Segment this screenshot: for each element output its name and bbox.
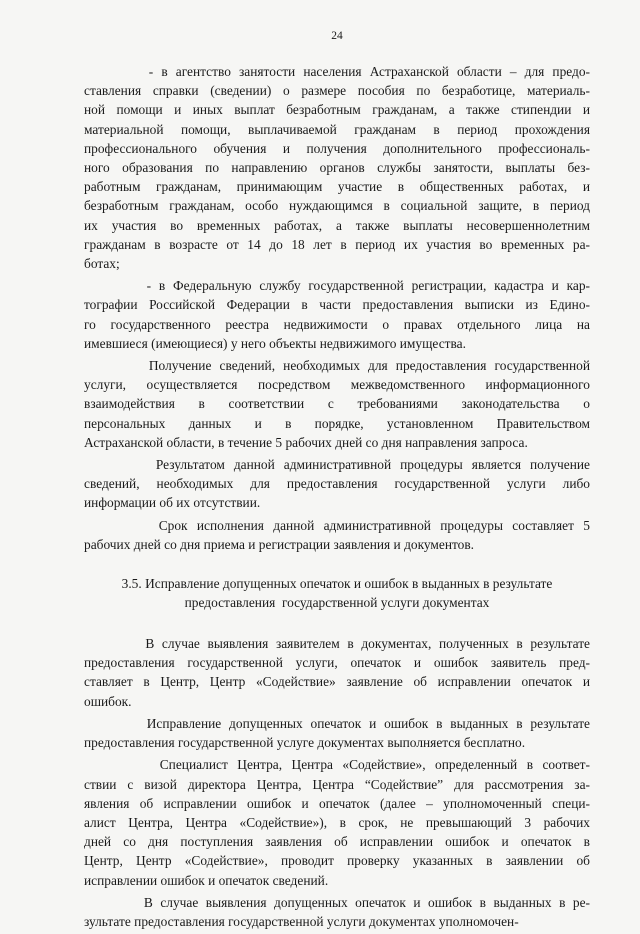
paragraph-gap xyxy=(84,554,590,557)
text-line: работным гражданам, принимающим участие в общественных работах, и xyxy=(84,179,590,195)
text-line: - в Федеральную службу государственной регистрации, кадастра и кар- xyxy=(84,278,590,294)
text-line: Специалист Центра, Центра «Содействие», определенный в соответ- xyxy=(84,757,590,773)
text-line: ставляет в Центр, Центр «Содействие» заявление об исправлении опечаток и xyxy=(84,674,590,690)
page-number: 24 xyxy=(331,30,343,42)
text-line: информации об их отсутствии. xyxy=(84,495,261,511)
text-line: ного образования по направлению органов службы занятости, выплаты без- xyxy=(84,160,590,176)
paragraph xyxy=(84,634,590,711)
text-line: имевшиеся (имеющиеся) у него объекты недвижимого имущества. xyxy=(84,335,466,351)
text-line: их участия во временных работах, а также выплаты несовершеннолетним xyxy=(84,217,590,233)
text-line: Результатом данной административной процедуры является получение xyxy=(84,457,590,473)
text-line: ной помощи и иных выплат безработным гражданам, а также стипендии и xyxy=(84,102,590,118)
text-line: Астраханской области, в течение 5 рабочих дней со дня направления запроса. xyxy=(84,434,528,450)
text-line: материальной помощи, выплачиваемой гражданам в период прохождения xyxy=(84,121,590,137)
text-line: В случае выявления заявителем в документах, полученных в результате xyxy=(84,636,590,652)
text-line: рабочих дней со дня приема и регистрации заявления и документов. xyxy=(84,536,475,552)
text-line: Центр, Центр «Содействие», проводит проверку указанных в заявлении об xyxy=(84,853,590,869)
text-line: ошибок. xyxy=(84,693,132,709)
text-line: го государственного реестра недвижимости о правах отдельного лица на xyxy=(84,316,590,332)
text-line: 3.5. Исправление допущенных опечаток и ошибок в выданных в результате xyxy=(121,576,553,592)
paragraph xyxy=(84,276,590,353)
text-line: ствии с визой директора Центра, Центра “Содействие” для рассмотрения за- xyxy=(84,776,590,792)
section-heading xyxy=(84,575,590,612)
paragraph xyxy=(84,755,590,889)
text-line: исправлении ошибок и опечаток сведений. xyxy=(84,872,329,888)
text-line: предоставления государственной услуге документах выполняется бесплатно. xyxy=(84,735,526,751)
paragraph xyxy=(84,516,590,554)
text-line: Срок исполнения данной административной процедуры составляет 5 xyxy=(84,517,590,533)
paragraph xyxy=(84,62,590,273)
text-line: ставления справки (сведении) о размере пособия по безработице, материаль- xyxy=(84,83,590,99)
text-line: алист Центра, Центра «Содействие»), в срок, не превышающий 3 рабочих xyxy=(84,814,590,830)
text-line: профессионального обучения и получения дополнительного профессиональ- xyxy=(84,140,590,156)
paragraph xyxy=(84,356,590,452)
paragraph xyxy=(84,714,590,752)
text-line: Получение сведений, необходимых для предоставления государственной xyxy=(84,358,590,374)
text-line: персональных данных и в порядке, установленном Правительством xyxy=(84,415,590,431)
text-line: зультате предоставления государственной услуги документах уполномочен- xyxy=(84,913,519,929)
paragraph xyxy=(84,455,590,513)
text-line: гражданам в возрасте от 14 до 18 лет в период их участия во временных ра- xyxy=(84,236,590,252)
text-line: безработным гражданам, особо нуждающимся в социальной защите, в период xyxy=(84,198,590,214)
text-line: В случае выявления допущенных опечаток и ошибок в выданных в ре- xyxy=(84,894,590,910)
text-line: ботах; xyxy=(84,256,120,272)
text-line: Исправление допущенных опечаток и ошибок в выданных в результате xyxy=(84,715,590,731)
text-line: предоставления государственной услуги документах xyxy=(184,594,490,610)
text-line: тографии Российской Федерации в части предоставления выписки из Едино- xyxy=(84,297,590,313)
text-line: явления об исправлении ошибок и опечаток (далее – уполномоченный специ- xyxy=(84,795,590,811)
text-line: дней со дня поступления заявления об исправлении ошибок и опечаток в xyxy=(84,834,590,850)
text-line: предоставления государственной услуги, опечаток и ошибок заявитель пред- xyxy=(84,655,590,671)
text-line: услуги, осуществляется посредством межведомственного информационного xyxy=(84,377,590,393)
text-line: - в агентство занятости населения Астраханской области – для предо- xyxy=(84,64,590,79)
document-body xyxy=(84,62,590,934)
paragraph xyxy=(84,893,590,931)
text-line: взаимодействия в соответствии с требованиями законодательства о xyxy=(84,396,590,412)
text-line: сведений, необходимых для предоставления государственной услуги либо xyxy=(84,476,590,492)
